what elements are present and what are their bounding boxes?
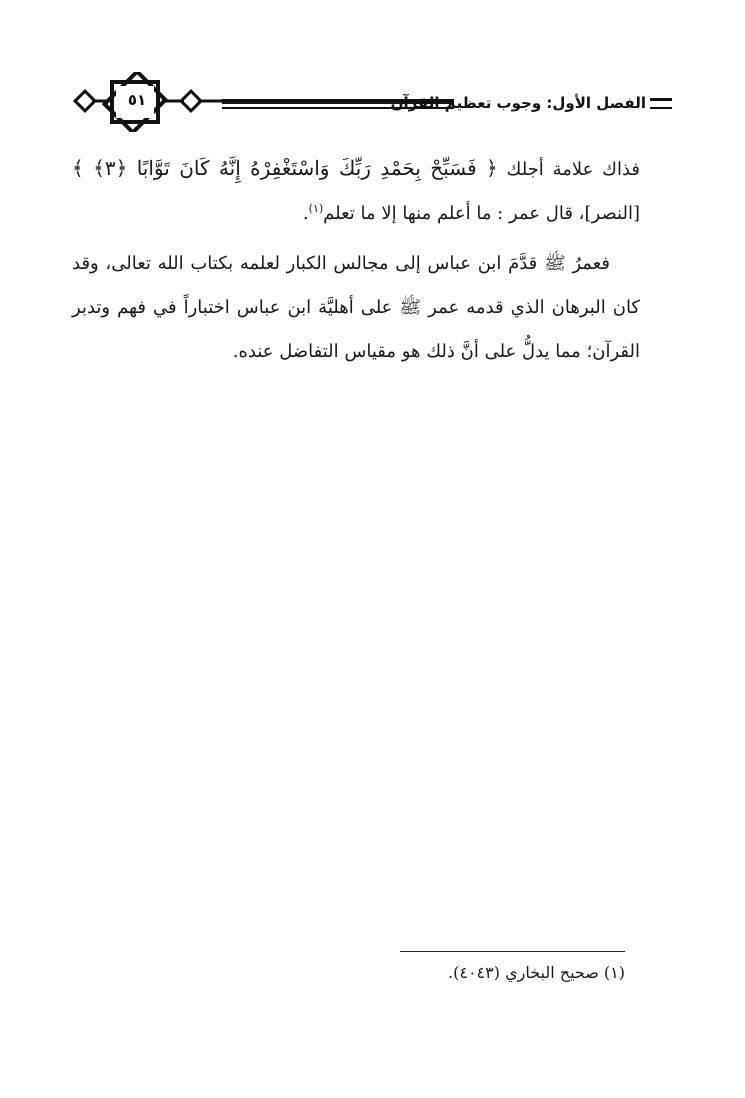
chapter-title	[391, 94, 672, 112]
paragraph-1-intro: فذاك علامة أجلك	[506, 159, 640, 180]
quran-verse: ﴿ فَسَبِّحْ بِحَمْدِ رَبِّكَ وَاسْتَغْفِرْهُ إِنَّهُ كَانَ تَوَّابًا ﴿٣﴾ ﴾	[72, 156, 498, 180]
page-body	[72, 146, 640, 374]
chapter-title-text: الفصل الأول: وجوب تعظيم القرآن	[390, 94, 646, 112]
footnote-marker: (١)	[308, 202, 324, 215]
page-header	[72, 72, 672, 132]
surah-reference: [النصر]	[584, 203, 640, 224]
title-bar-ornament	[650, 98, 672, 109]
footnote-1: (١) صحيح البخاري (٤٠٤٣).	[448, 963, 625, 982]
paragraph-1	[72, 146, 640, 236]
paragraph-2: فعمرُ ﷺ قدَّمَ ابن عباس إلى مجالس الكبار لعلمه بكتاب الله تعالى، وقد كان البرهان الذي قدمه عمر ﷺ على أهليَّة ابن عباس اختباراً في فهم وتدبر القرآن؛ مما يدلُّ على أنَّ ذلك هو مقياس التفاضل عنده.	[72, 253, 640, 362]
paragraph-1-continuation: ، قال عمر : ما أعلم منها إلا ما تعلم	[323, 203, 585, 224]
paragraph-1-end: .	[302, 203, 309, 224]
footnote-rule	[400, 951, 625, 952]
page-number: ٥١	[127, 91, 147, 109]
